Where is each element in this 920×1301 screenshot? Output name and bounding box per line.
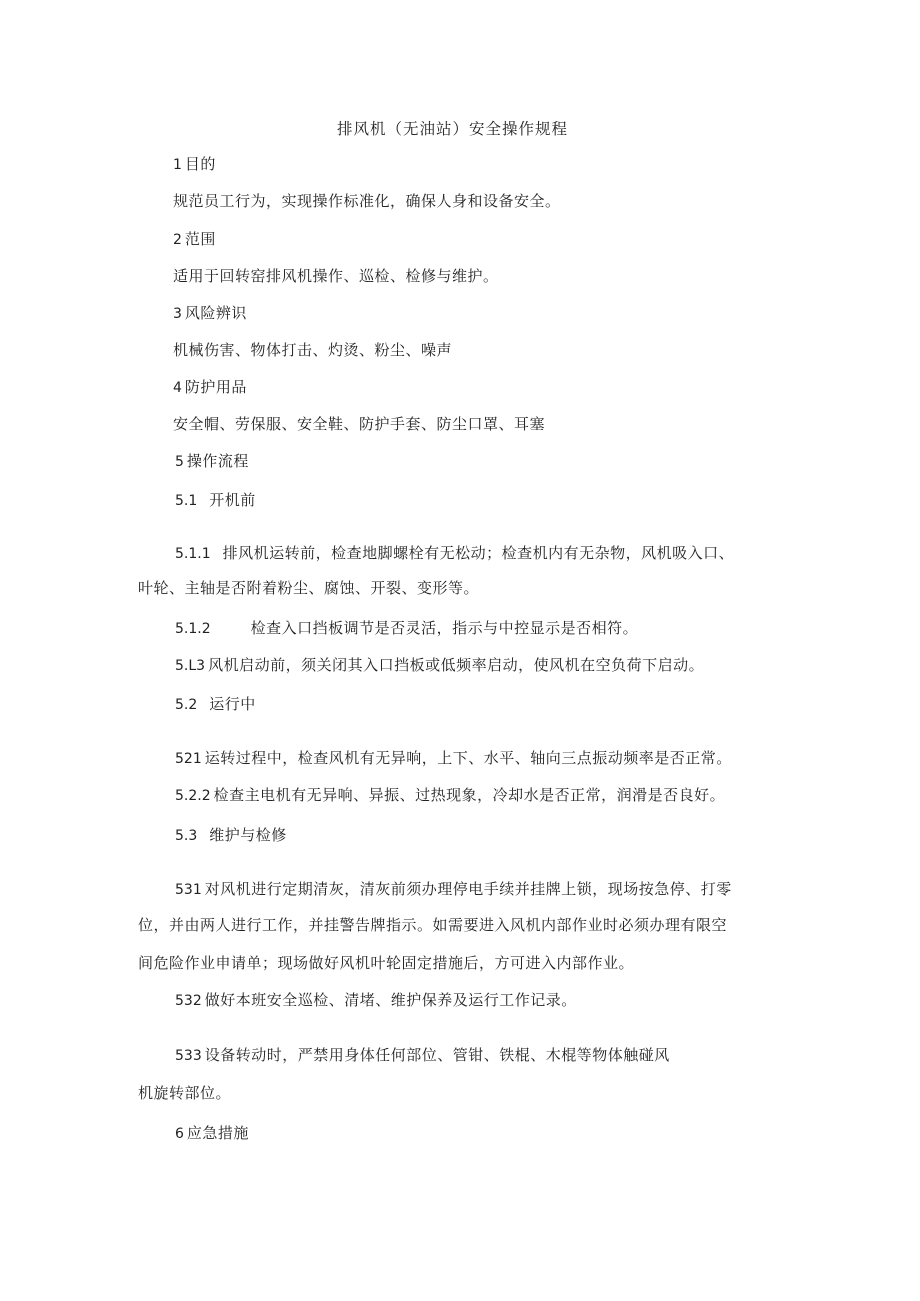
section-3-body: 机械伤害、物体打击、灼烫、粉尘、噪声 — [173, 341, 453, 359]
section-number: 4 — [173, 380, 182, 396]
item-5-1-3 — [175, 655, 704, 676]
item-text: 做好本班安全巡检、清堵、维护保养及运行工作记录。 — [204, 991, 577, 1009]
item-5-2-1 — [175, 748, 732, 769]
item-5-1-1-continued: 叶轮、主轴是否附着粉尘、腐蚀、开裂、变形等。 — [138, 579, 480, 597]
section-3-heading — [173, 303, 247, 324]
section-2-heading — [173, 229, 216, 250]
section-1-body: 规范员工行为，实现操作标准化，确保人身和设备安全。 — [173, 192, 561, 210]
item-5-3-2 — [175, 990, 577, 1011]
section-number: 1 — [173, 157, 182, 173]
item-number: 5.1.1 — [175, 546, 211, 562]
item-number: 5.L3 — [175, 658, 206, 674]
section-number: 2 — [173, 232, 182, 248]
section-number: 5.2 — [175, 697, 198, 713]
item-5-1-1 — [175, 543, 734, 564]
item-number: 531 — [175, 882, 202, 898]
item-5-3-3 — [175, 1045, 670, 1066]
section-6-heading — [175, 1123, 249, 1144]
section-label: 应急措施 — [186, 1124, 249, 1142]
item-text: 运转过程中，检查风机有无异响，上下、水平、轴向三点振动频率是否正常。 — [204, 749, 732, 767]
section-label: 范围 — [184, 230, 216, 248]
item-text: 风机启动前，须关闭其入口挡板或低频率启动，使风机在空负荷下启动。 — [208, 656, 705, 674]
section-number: 6 — [175, 1126, 184, 1142]
section-label: 操作流程 — [186, 452, 249, 470]
item-number: 5.2.2 — [175, 788, 211, 804]
item-text: 排风机运转前，检查地脚螺栓有无松动；检查机内有无杂物，风机吸入口、 — [222, 544, 735, 562]
section-4-heading — [173, 377, 247, 398]
item-5-3-1-continued: 位，并由两人进行工作，并挂警告牌指示。如需要进入风机内部作业时必须办理有限空 — [138, 916, 728, 934]
section-2-body: 适用于回转窑排风机操作、巡检、检修与维护。 — [173, 267, 499, 285]
section-label: 维护与检修 — [209, 826, 287, 844]
subsection-5-2-heading — [175, 694, 256, 715]
subsection-5-1-heading — [175, 490, 256, 511]
section-label: 运行中 — [209, 695, 256, 713]
item-5-3-3-continued: 机旋转部位。 — [138, 1084, 232, 1102]
section-5-heading — [175, 451, 249, 472]
section-label: 目的 — [184, 155, 216, 173]
section-label: 开机前 — [209, 491, 256, 509]
section-label: 防护用品 — [184, 378, 247, 396]
section-number: 5 — [175, 454, 184, 470]
item-number: 521 — [175, 751, 202, 767]
item-text: 检查入口挡板调节是否灵活，指示与中控显示是否相符。 — [250, 619, 639, 637]
section-number: 3 — [173, 306, 182, 322]
item-text: 检查主电机有无异响、异振、过热现象，冷却水是否正常，润滑是否良好。 — [213, 786, 726, 804]
item-5-1-2 — [175, 618, 638, 639]
section-4-body: 安全帽、劳保服、安全鞋、防护手套、防尘口罩、耳塞 — [173, 415, 546, 433]
page-title: 排风机（无油站）安全操作规程 — [337, 120, 569, 138]
section-number: 5.3 — [175, 828, 198, 844]
item-number: 533 — [175, 1048, 202, 1064]
item-5-2-2 — [175, 785, 725, 806]
section-number: 5.1 — [175, 493, 198, 509]
item-text: 设备转动时，严禁用身体任何部位、管钳、铁棍、木棍等物体触碰风 — [204, 1046, 670, 1064]
item-5-3-1-continued: 间危险作业申请单；现场做好风机叶轮固定措施后，方可进入内部作业。 — [138, 954, 635, 972]
subsection-5-3-heading — [175, 825, 287, 846]
item-number: 5.1.2 — [175, 621, 211, 637]
item-number: 532 — [175, 993, 202, 1009]
item-5-3-1 — [175, 879, 732, 900]
item-text: 对风机进行定期清灰，清灰前须办理停电手续并挂牌上锁，现场按急停、打零 — [204, 880, 732, 898]
section-1-heading — [173, 154, 216, 175]
section-label: 风险辨识 — [184, 304, 247, 322]
